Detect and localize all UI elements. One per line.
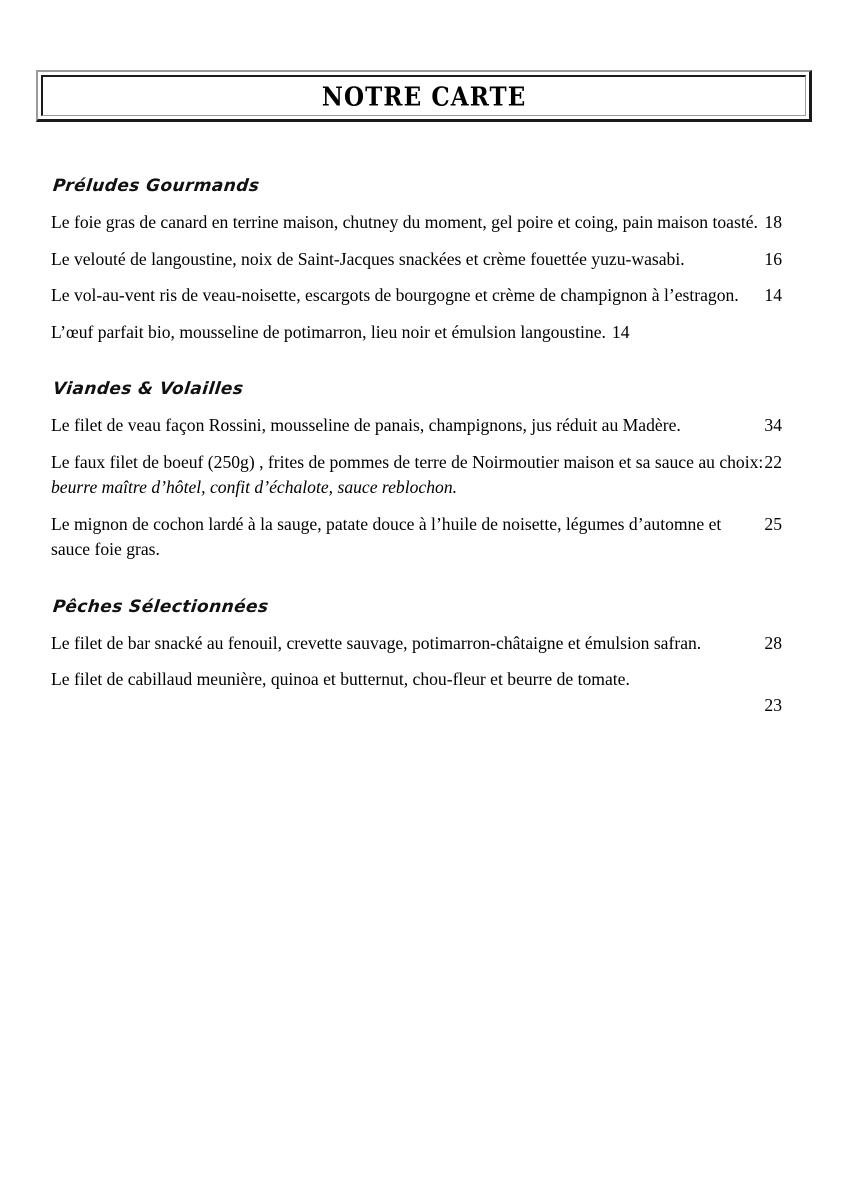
page-title: NOTRE CARTE (321, 80, 527, 112)
menu-item-description (51, 452, 763, 498)
menu-item-list (51, 413, 797, 563)
title-frame (36, 70, 812, 122)
menu-item-description: Le filet de veau façon Rossini, mousseline de panais, champignons, jus réduit au Madère. (51, 415, 681, 435)
menu-item (51, 631, 797, 657)
title-frame-inner (41, 75, 806, 116)
menu-item (51, 450, 797, 501)
menu-section (51, 379, 797, 563)
menu-item-description: Le velouté de langoustine, noix de Saint-Jacques snackées et crème fouettée yuzu-wasabi. (51, 248, 685, 269)
menu-item-price: 34 (764, 415, 782, 435)
menu-item (51, 512, 797, 563)
menu-item-description: Le filet de bar snacké au fenouil, crevette sauvage, potimarron-châtaigne et émulsion safran. (51, 632, 702, 653)
menu-item (51, 247, 797, 273)
menu-item-price: 18 (764, 212, 782, 232)
menu-item-price: 16 (764, 248, 782, 269)
menu-item-description-text: Le faux filet de boeuf (250g) , frites de pommes de terre de Noirmoutier maison et sa sauce au choix: (51, 451, 764, 472)
menu-item-price: 23 (764, 694, 782, 715)
menu-item-price: 14 (764, 285, 782, 305)
menu-item (51, 210, 797, 236)
section-heading: Préludes Gourmands (51, 176, 261, 196)
menu-item-list (51, 631, 797, 719)
menu-item (51, 283, 797, 309)
menu-item-description: Le foie gras de canard en terrine maison, chutney du moment, gel poire et coing, pain maison toasté. (51, 212, 758, 232)
menu-item-description: Le vol-au-vent ris de veau-noisette, escargots de bourgogne et crème de champignon à l’estragon. (51, 285, 739, 305)
menu-item-price: 25 (764, 513, 782, 534)
section-heading: Viandes & Volailles (51, 379, 245, 399)
menu-item (51, 413, 797, 439)
menu-item-price: 28 (764, 632, 782, 653)
menu-sections (51, 176, 797, 718)
menu-item-description: Le filet de cabillaud meunière, quinoa et butternut, chou-fleur et beurre de tomate. (51, 669, 630, 689)
menu-item (51, 320, 797, 346)
menu-section (51, 176, 797, 345)
menu-item-description: Le mignon de cochon lardé à la sauge, patate douce à l’huile de noisette, légumes d’automne et sauce foie gras. (51, 513, 722, 559)
menu-item-price: 22 (764, 451, 782, 472)
menu-item-description-emphasis: beurre maître d’hôtel, confit d’échalote, sauce reblochon. (51, 477, 458, 497)
menu-item-description: L’œuf parfait bio, mousseline de potimarron, lieu noir et émulsion langoustine. (51, 321, 606, 342)
menu-item-price-row (51, 693, 797, 719)
menu-item (51, 667, 797, 718)
menu-item-price: 14 (611, 321, 630, 342)
menu-section (51, 597, 797, 719)
menu-item-list (51, 210, 797, 345)
section-heading: Pêches Sélectionnées (51, 596, 270, 617)
